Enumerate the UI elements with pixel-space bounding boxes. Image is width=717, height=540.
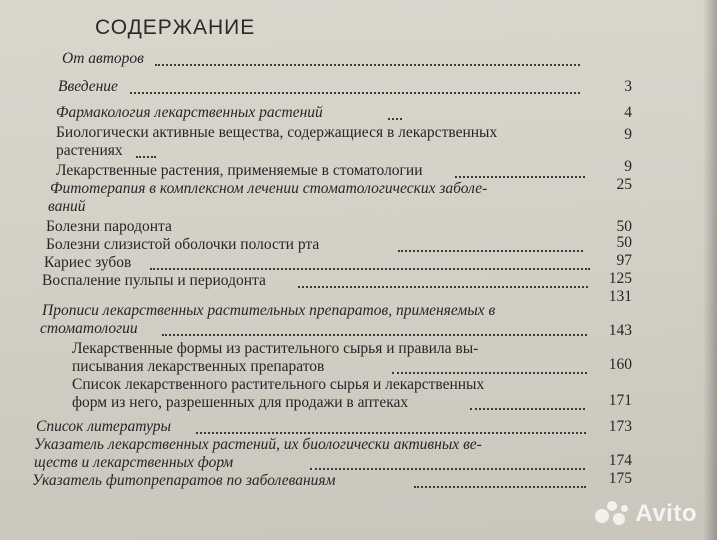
toc-entry-mucosa: Болезни слизистой оболочки полости рта	[46, 236, 320, 253]
toc-page-pulpitis: 125	[608, 270, 632, 287]
toc-page-references: 173	[608, 418, 632, 435]
toc-page-intro: 3	[624, 78, 632, 95]
leader-dots	[196, 428, 586, 434]
toc-page-plant-index: 174	[608, 452, 632, 469]
toc-entry-plant-index-cont: ществ и лекарственных форм	[34, 454, 234, 471]
avito-dots-icon	[595, 501, 629, 527]
toc-entry-caries: Кариес зубов	[44, 254, 132, 271]
page-shadow	[703, 0, 717, 540]
toc-entry-plants: Лекарственные растения, применяемые в стоматологии	[56, 162, 423, 179]
leader-dots	[392, 368, 587, 374]
leader-dots	[310, 464, 585, 470]
toc-entry-pharmacology: Фармакология лекарственных растений	[56, 104, 323, 121]
toc-page-bioactive: 9	[624, 126, 632, 143]
toc-entry-bioactive: Биологически активные вещества, содержащиеся в лекарственных	[56, 124, 498, 141]
toc-page-dosage-forms: 160	[608, 356, 632, 373]
toc-entry-raw-materials-cont: форм из него, разрешенных для продажи в аптеках	[72, 394, 409, 411]
leader-dots	[470, 404, 585, 410]
toc-page-raw-materials: 171	[608, 392, 632, 409]
leader-dots	[398, 246, 583, 252]
toc-page-mucosa: 50	[616, 234, 632, 251]
toc-entry-phyto-index: Указатель фитопрепаратов по заболеваниям	[32, 472, 336, 489]
toc-entry-dosage-forms-cont: писывания лекарственных препаратов	[72, 358, 325, 375]
toc-page-phytotherapy: 25	[616, 176, 632, 193]
toc-page-caries: 97	[616, 252, 632, 269]
toc-page-plants: 9	[624, 158, 632, 175]
watermark-brand: Avito	[635, 500, 697, 527]
toc-page-pharmacology: 4	[624, 104, 632, 121]
toc-page-periodontal: 50	[616, 218, 632, 235]
leader-dots	[388, 114, 402, 120]
leader-dots	[150, 264, 590, 270]
leader-dots	[455, 172, 585, 178]
toc-entry-intro: Введение	[58, 78, 118, 95]
toc-entry-plant-index: Указатель лекарственных растений, их биологически активных ве-	[34, 436, 482, 453]
leader-dots	[136, 152, 156, 158]
toc-entry-prescriptions-cont: стоматологии	[40, 320, 138, 337]
toc-entry-prescriptions: Прописи лекарственных растительных препаратов, применяемых в	[42, 302, 496, 319]
toc-entry-pulpitis: Воспаление пульпы и периодонта	[42, 272, 266, 289]
toc-entry-periodontal: Болезни пародонта	[46, 218, 172, 235]
leader-dots	[414, 482, 586, 488]
toc-entry-phytotherapy-cont: ваний	[48, 198, 86, 215]
leader-dots	[130, 88, 580, 94]
toc-entry-dosage-forms: Лекарственные формы из растительного сырья и правила вы-	[72, 340, 479, 357]
toc-page-phyto-index: 175	[608, 470, 632, 487]
toc-page-extra: 131	[608, 288, 632, 305]
page-title: СОДЕРЖАНИЕ	[95, 16, 256, 39]
watermark	[595, 500, 697, 528]
leader-dots	[155, 60, 580, 66]
toc-entry-phytotherapy: Фитотерапия в комплексном лечении стоматологических заболе-	[50, 180, 488, 197]
toc-entry-bioactive-cont: растениях	[56, 142, 123, 159]
toc-entry-raw-materials: Список лекарственного растительного сырья и лекарственных	[72, 376, 485, 393]
toc-entry-references: Список литературы	[36, 418, 172, 435]
toc-entry-authors: От авторов	[62, 50, 144, 67]
leader-dots	[298, 282, 588, 288]
toc-page-prescriptions: 143	[608, 322, 632, 339]
leader-dots	[162, 330, 587, 336]
